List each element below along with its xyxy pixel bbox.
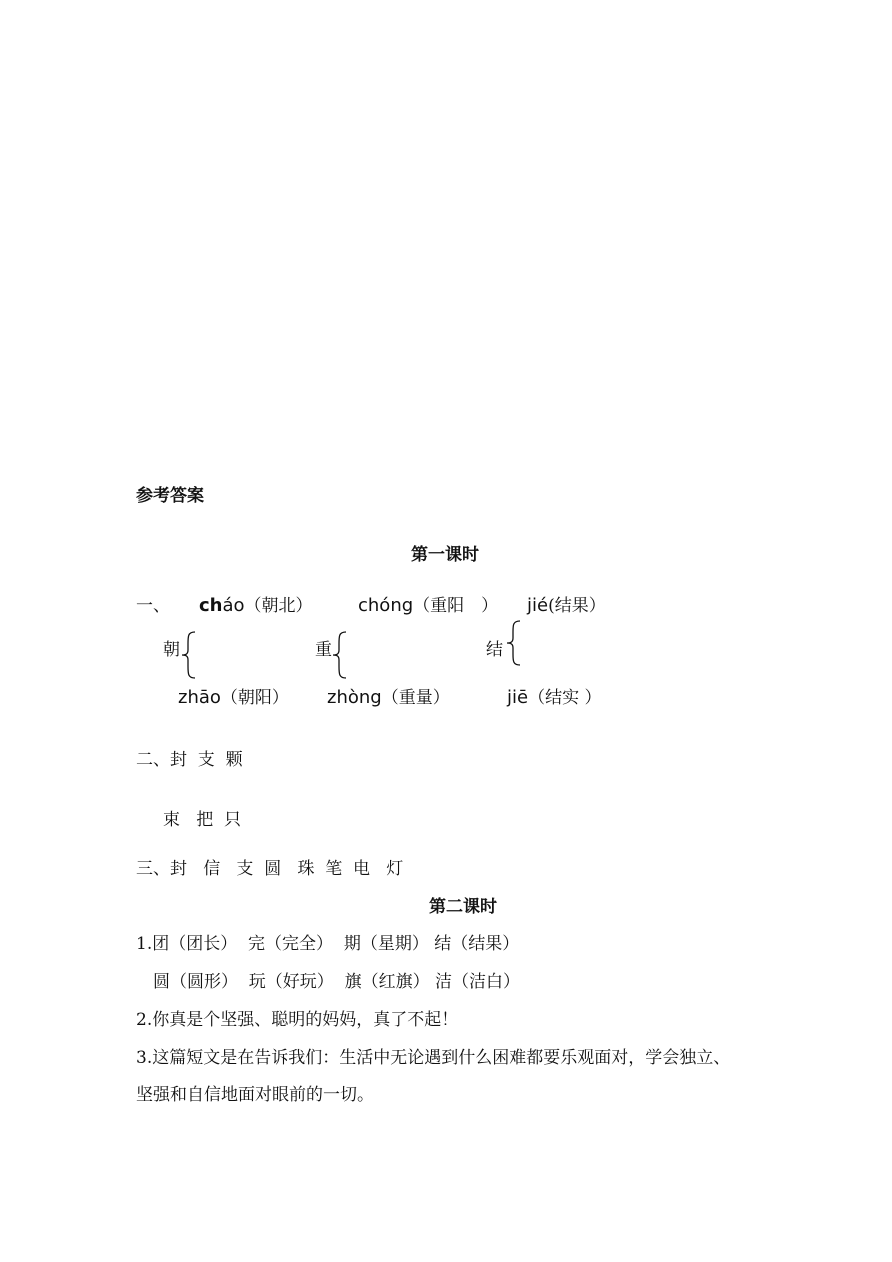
brace-1 [180, 630, 198, 680]
q1-char-3: 结 [486, 640, 503, 660]
brace-3 [505, 619, 523, 667]
q1-top-item-2 [358, 596, 498, 616]
q1-char-1: 朝 [163, 640, 180, 660]
q2-line-1: 二、封 支 颗 [136, 750, 243, 770]
q1-bottom-3-word: （结实 ） [528, 688, 602, 708]
q1-bottom-item-1 [178, 688, 289, 708]
q1-bottom-1-pinyin: zhāo [178, 687, 221, 708]
q1-top-2-pinyin: chóng [358, 595, 414, 616]
q1-top-item-1 [199, 596, 313, 616]
lesson2-line-1: 1.团（团长） 完（完全） 期（星期） 结（结果） [136, 934, 520, 954]
q2-line-2: 束 把 只 [163, 810, 242, 830]
q1-char-2: 重 [315, 640, 332, 660]
answer-heading: 参考答案 [136, 486, 204, 506]
q1-top-1-word: （朝北） [244, 596, 313, 616]
q1-number: 一、 [136, 596, 170, 616]
q1-top-3-word: (结果） [548, 596, 606, 616]
q1-top-3-pinyin: jié [527, 595, 549, 616]
q1-top-1-pinyin-bold: ch [199, 595, 223, 616]
q1-top-item-3 [527, 596, 606, 616]
q1-bottom-1-word: （朝阳） [220, 688, 289, 708]
q1-bottom-2-word: （重量） [381, 688, 450, 708]
lesson2-line-5: 坚强和自信地面对眼前的一切。 [136, 1085, 374, 1105]
lesson2-line-2: 圆（圆形） 玩（好玩） 旗（红旗） 洁（洁白） [153, 972, 521, 992]
q1-bottom-item-2 [327, 688, 450, 708]
q1-bottom-3-pinyin: jiē [507, 687, 529, 708]
lesson2-line-3: 2.你真是个坚强、聪明的妈妈，真了不起！ [136, 1010, 459, 1030]
q1-top-2-word: （重阳 ） [413, 596, 499, 616]
q1-bottom-item-3 [507, 688, 601, 708]
lesson1-title: 第一课时 [411, 545, 479, 565]
q1-bottom-2-pinyin: zhòng [327, 687, 382, 708]
brace-2 [331, 630, 349, 680]
q1-top-1-pinyin: áo [222, 595, 245, 616]
lesson2-title: 第二课时 [429, 897, 497, 917]
lesson2-line-4: 3.这篇短文是在告诉我们：生活中无论遇到什么困难都要乐观面对，学会独立、 [136, 1048, 731, 1068]
q3-line: 三、封 信 支 圆 珠 笔 电 灯 [136, 859, 404, 879]
